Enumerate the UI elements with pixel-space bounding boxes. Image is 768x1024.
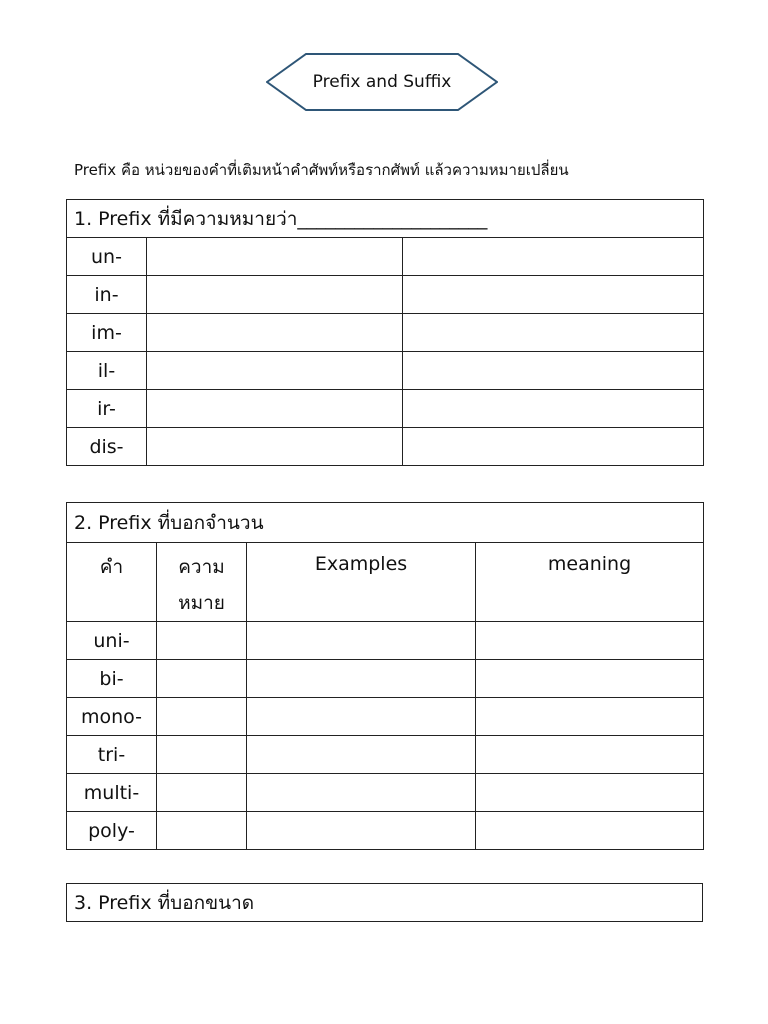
prefix-cell: multi- xyxy=(67,774,157,812)
prefix-number-table xyxy=(66,502,704,850)
prefix-cell: dis- xyxy=(67,428,147,466)
blank-cell[interactable] xyxy=(147,238,403,276)
section3-heading: 3. Prefix ที่บอกขนาด xyxy=(67,884,703,922)
blank-cell[interactable] xyxy=(157,660,247,698)
blank-cell[interactable] xyxy=(157,812,247,850)
prefix-meaning-table xyxy=(66,199,704,466)
prefix-cell: im- xyxy=(67,314,147,352)
blank-cell[interactable] xyxy=(247,736,476,774)
blank-cell[interactable] xyxy=(247,622,476,660)
prefix-cell: bi- xyxy=(67,660,157,698)
blank-cell[interactable] xyxy=(147,428,403,466)
blank-cell[interactable] xyxy=(403,276,704,314)
blank-cell[interactable] xyxy=(157,622,247,660)
page-title: Prefix and Suffix xyxy=(312,72,452,92)
blank-cell[interactable] xyxy=(157,736,247,774)
blank-cell[interactable] xyxy=(476,622,704,660)
blank-cell[interactable] xyxy=(247,660,476,698)
prefix-cell: il- xyxy=(67,352,147,390)
prefix-cell: mono- xyxy=(67,698,157,736)
blank-cell[interactable] xyxy=(403,352,704,390)
prefix-cell: ir- xyxy=(67,390,147,428)
column-header-meaning-th: ความหมาย xyxy=(157,543,247,622)
column-header-examples: Examples xyxy=(247,543,476,622)
intro-text: Prefix คือ หน่วยของคำที่เติมหน้าคำศัพท์หรือรากศัพท์ แล้วความหมายเปลี่ยน xyxy=(74,161,569,179)
blank-cell[interactable] xyxy=(403,314,704,352)
prefix-size-table xyxy=(66,883,703,922)
blank-cell[interactable] xyxy=(476,812,704,850)
section1-heading: 1. Prefix ที่มีความหมายว่า____________________ xyxy=(67,200,704,238)
blank-cell[interactable] xyxy=(403,238,704,276)
blank-cell[interactable] xyxy=(157,698,247,736)
blank-cell[interactable] xyxy=(476,698,704,736)
blank-cell[interactable] xyxy=(147,314,403,352)
blank-cell[interactable] xyxy=(247,698,476,736)
blank-cell[interactable] xyxy=(247,774,476,812)
section2-heading: 2. Prefix ที่บอกจำนวน xyxy=(67,503,704,543)
prefix-cell: uni- xyxy=(67,622,157,660)
blank-cell[interactable] xyxy=(147,352,403,390)
blank-cell[interactable] xyxy=(247,812,476,850)
blank-cell[interactable] xyxy=(147,276,403,314)
title-banner xyxy=(266,53,498,111)
blank-cell[interactable] xyxy=(157,774,247,812)
prefix-cell: tri- xyxy=(67,736,157,774)
column-header-meaning: meaning xyxy=(476,543,704,622)
blank-cell[interactable] xyxy=(476,736,704,774)
column-header-word: คำ xyxy=(67,543,157,622)
prefix-cell: in- xyxy=(67,276,147,314)
blank-cell[interactable] xyxy=(403,428,704,466)
blank-cell[interactable] xyxy=(403,390,704,428)
blank-cell[interactable] xyxy=(476,774,704,812)
blank-cell[interactable] xyxy=(147,390,403,428)
prefix-cell: un- xyxy=(67,238,147,276)
blank-cell[interactable] xyxy=(476,660,704,698)
prefix-cell: poly- xyxy=(67,812,157,850)
